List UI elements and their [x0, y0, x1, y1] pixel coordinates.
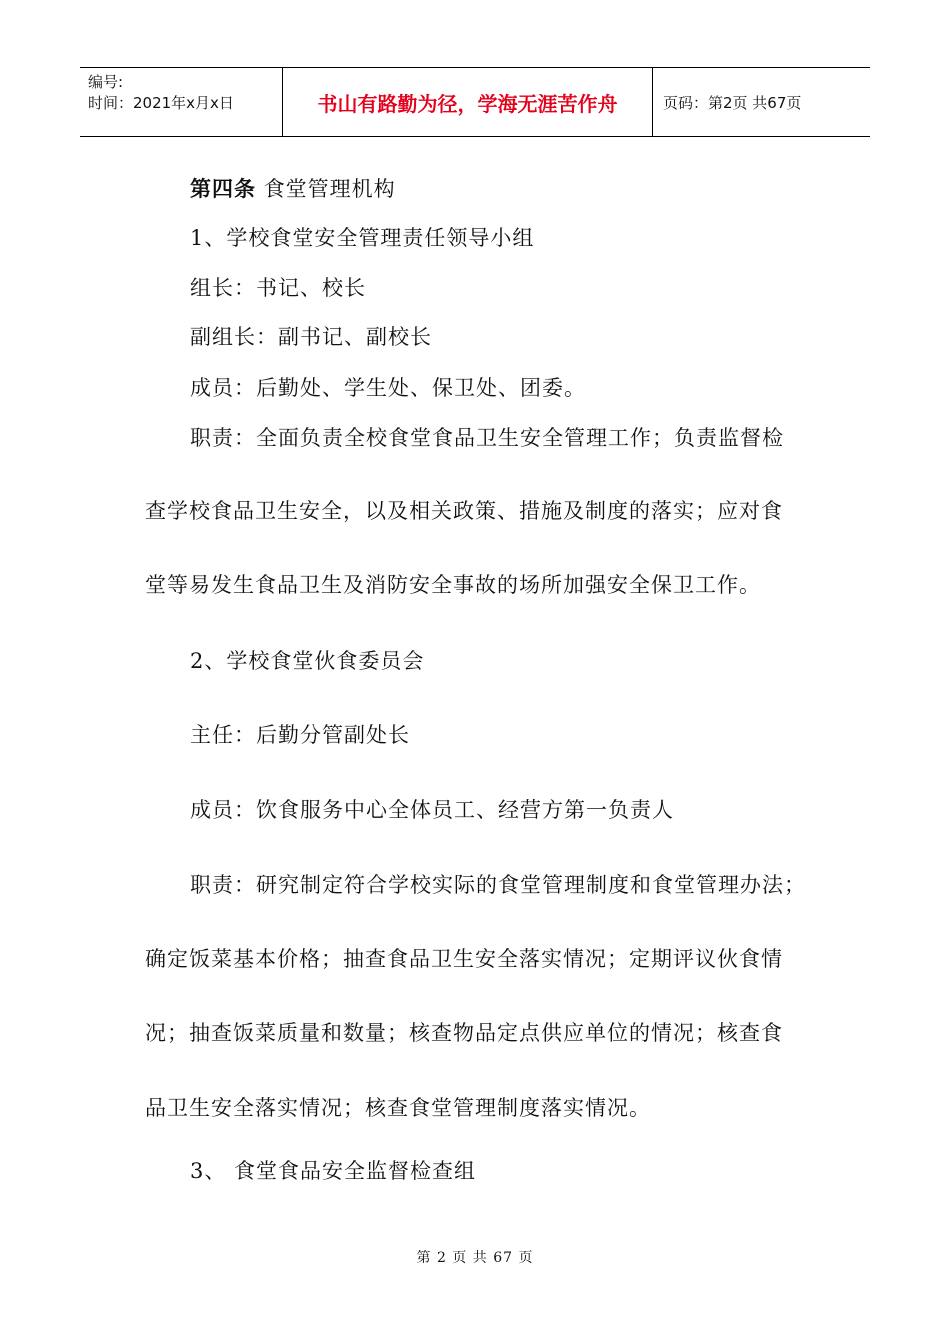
- number-label: 编号:: [88, 73, 124, 91]
- page-footer: 第 2 页 共 67 页: [416, 1250, 534, 1266]
- article-subject: 食堂管理机构: [263, 177, 396, 201]
- header-page-info: 页码：第2页 共67页: [663, 93, 802, 112]
- text-line: 成员：饮食服务中心全体员工、经营方第一负责人: [190, 798, 674, 822]
- header-motto: 书山有路勤为径，学海无涯苦作舟: [283, 68, 653, 136]
- article-title: 第四条: [190, 176, 256, 201]
- text-line: 2、学校食堂伙食委员会: [190, 649, 425, 673]
- article-heading: [190, 173, 396, 203]
- text-line: 3、 食堂食品安全监督检查组: [190, 1159, 477, 1183]
- text-line: 查学校食品卫生安全，以及相关政策、措施及制度的落实；应对食: [145, 499, 783, 523]
- text-line: 职责：研究制定符合学校实际的食堂管理制度和食堂管理办法；: [190, 873, 806, 897]
- text-line: 堂等易发生食品卫生及消防安全事故的场所加强安全保卫工作。: [145, 573, 761, 597]
- text-line: 职责：全面负责全校食堂食品卫生安全管理工作；负责监督检: [190, 426, 784, 450]
- text-line: 主任：后勤分管副处长: [190, 723, 410, 747]
- text-line: 1、学校食堂安全管理责任领导小组: [190, 226, 535, 250]
- text-line: 况；抽查饭菜质量和数量；核查物品定点供应单位的情况；核查食: [145, 1021, 783, 1045]
- header-meta: [80, 68, 283, 136]
- text-line: 副组长：副书记、副校长: [190, 325, 432, 349]
- text-line: 确定饭菜基本价格；抽查食品卫生安全落实情况；定期评议伙食情: [145, 947, 783, 971]
- page-header: [80, 67, 870, 137]
- text-line: 成员：后勤处、学生处、保卫处、团委。: [190, 376, 586, 400]
- text-line: 组长：书记、校长: [190, 276, 366, 300]
- time-label: 时间：2021年x月x日: [88, 94, 234, 112]
- text-line: 品卫生安全落实情况；核查食堂管理制度落实情况。: [145, 1096, 651, 1120]
